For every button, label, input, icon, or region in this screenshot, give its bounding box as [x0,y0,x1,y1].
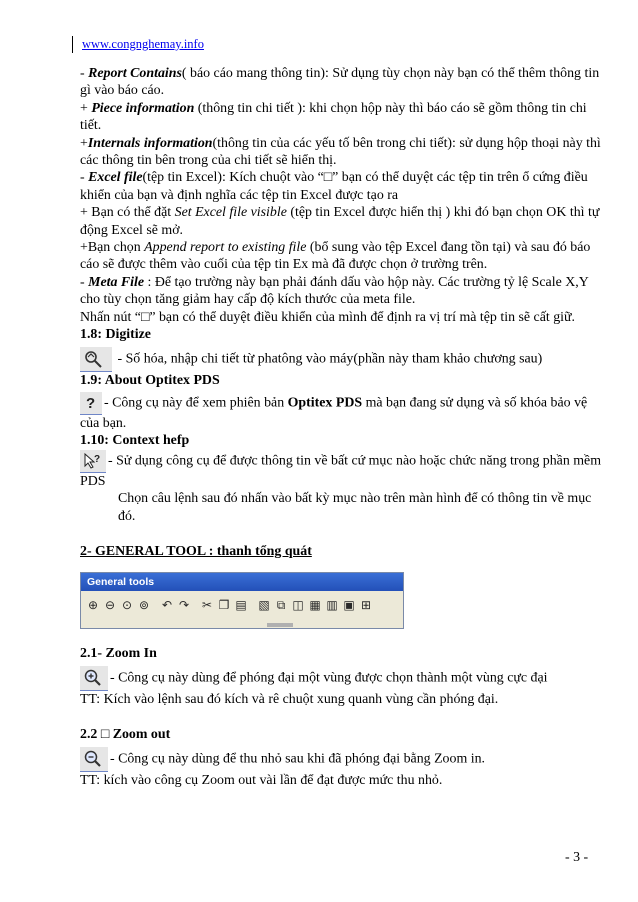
undo-icon[interactable]: ↶ [161,597,173,612]
paragraph-context-help-detail: Chọn câu lệnh sau đó nhấn vào bất kỳ mục nào trên màn hình để có thông tin về mục đó. [118,491,592,524]
clone-icon[interactable]: ◫ [292,597,304,612]
svg-text:?: ? [94,453,101,465]
copy-icon[interactable]: ❐ [218,597,230,612]
heading-general-tool: 2- GENERAL TOOL : thanh tổng quát [80,543,312,559]
paragraph-report-contains: - Report Contains( báo cáo mang thông tin): Sử dụng tùy chọn này bạn có thể thêm thông tin gì vào báo cáo. [80,66,600,99]
redo-icon[interactable]: ↷ [178,597,190,612]
question-mark-icon [80,392,102,415]
duplicate-icon[interactable]: ⧉ [276,597,286,612]
paragraph-meta-file: - Meta File : Để tạo trường này bạn phải đánh dấu vào hộp này. Các trường tỷ lệ Scale X,Y cho tùy chọn tăng giảm hay cấp độ kích thước của meta file. [80,274,589,308]
zoom-out-icon [80,747,108,772]
paragraph-context-help: ? - Sử dụng công cụ để được thông tin về bất cứ mục nào hoặc chức năng trong phần mềm PDS [80,450,602,490]
paragraph-append-report: +Bạn chọn Append report to existing file (bổ sung vào tệp Excel đang tồn tại) và sau đó báo cáo sẽ được thêm vào cuối của tệp tin Ex mà đã được chọn ở trường trên. [80,240,591,273]
heading-zoom-out: 2.2 □ Zoom out [80,727,171,743]
digitize-icon [80,347,112,372]
paste-icon[interactable]: ▤ [235,597,247,612]
paragraph-zoom-in-instruction: TT: Kích vào lệnh sau đó kích và rê chuột xung quanh vùng cần phóng đại. [80,691,499,707]
toolbar-grip [267,623,293,627]
page-number: - 3 - [565,850,589,865]
paragraph-internals-information: +Internals information(thông tin của các yếu tố bên trong chi tiết): sử dụng hộp thoại này thì các thông tin bên trong của chi tiết sẽ hiển thị. [80,135,601,169]
header-url[interactable]: www.congnghemay.info [72,36,204,53]
context-help-icon [80,450,106,473]
heading-context-help: 1.10: Context hefp [80,433,190,449]
paragraph-zoom-out-instruction: TT: kích vào công cụ Zoom out vài lần để đạt được mức thu nhỏ. [80,772,443,788]
sheet-icon[interactable]: ▣ [343,597,355,612]
zoom-fit-icon[interactable]: ⊙ [121,597,133,612]
zoom-in-icon [80,666,108,691]
grid-icon[interactable]: ▦ [309,597,321,612]
paragraph-zoom-in: - Công cụ này dùng để phóng đại một vùng được chọn thành một vùng cực đại [80,666,602,691]
svg-text:?: ? [86,394,96,412]
general-tools-toolbar [80,572,404,629]
paragraph-digitize: - Số hóa, nhập chi tiết từ phatông vào máy(phần này tham khảo chương sau) [80,347,602,372]
zoom-previous-icon[interactable]: ⊚ [138,597,150,612]
general-tools-toolbar-image [80,572,602,629]
page-content [80,65,602,789]
zoom-in-icon[interactable]: ⊕ [87,597,99,612]
paragraph-excel-file: - Excel file(tệp tin Excel): Kích chuột vào “□” bạn có thể duyệt các tệp tin trên ổ cứng điều khiển của bạn và định nghĩa các tệp tin Excel được tạo ra [80,170,588,203]
paragraph-meta-browse: Nhấn nút “□” bạn có thể duyệt điều khiển của mình để định ra vị trí mà tệp tin sẽ cất giữ. [80,309,576,325]
zoom-out-icon[interactable]: ⊖ [104,597,116,612]
paragraph-zoom-out: - Công cụ này dùng để thu nhỏ sau khi đã phóng đại bằng Zoom in. [80,747,602,772]
heading-about: 1.9: About Optitex PDS [80,372,220,388]
heading-zoom-in: 2.1- Zoom In [80,646,157,662]
paragraph-piece-information: + Piece information (thông tin chi tiết ): khi chọn hộp này thì báo cáo sẽ gồm thông tin chi tiết. [80,100,587,134]
heading-digitize: 1.8: Digitize [80,327,151,343]
toolbar-buttons [85,596,374,614]
paragraph-about: ? - Công cụ này để xem phiên bản Optitex PDS mà bạn đang sử dụng và số khóa bảo vệ của bạn. [80,392,602,432]
cut-icon[interactable]: ✂ [201,597,213,612]
table-icon[interactable]: ▥ [326,597,338,612]
toolbar-title: General tools [81,573,403,591]
layout-icon[interactable]: ⊞ [360,597,372,612]
piece-icon[interactable]: ▧ [258,597,270,612]
paragraph-set-excel-visible: + Bạn có thể đặt Set Excel file visible (tệp tin Excel được hiển thị ) khi đó bạn chọn OK thì tự động Excel sẽ mở. [80,205,600,238]
